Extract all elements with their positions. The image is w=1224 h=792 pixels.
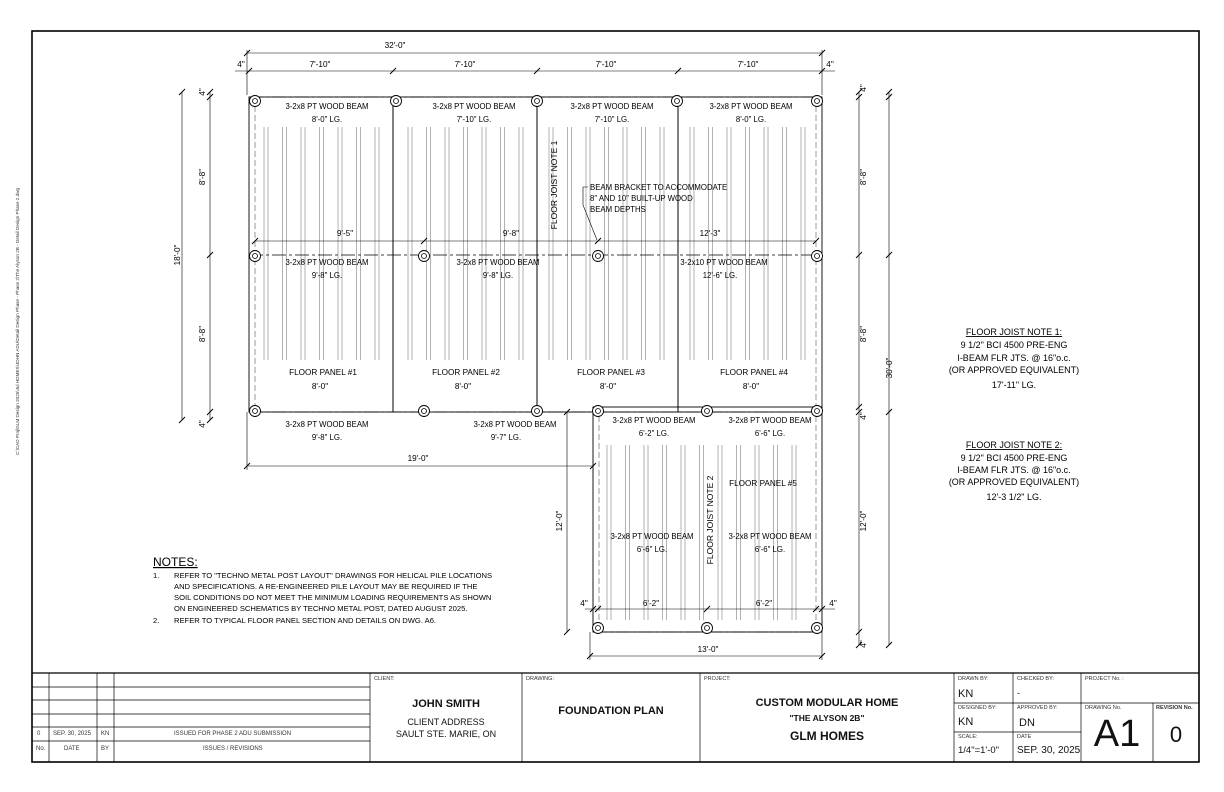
revision-no-value: 0 — [1169, 722, 1183, 747]
floor-joist-note-1-tag: FLOOR JOIST NOTE 1 — [549, 140, 559, 230]
svg-text:3-2x8 PT WOOD BEAM: 3-2x8 PT WOOD BEAM — [610, 532, 694, 541]
date-label: DATE — [1017, 734, 1032, 740]
rev-header-desc: ISSUES / REVISIONS — [203, 746, 263, 752]
client-city: SAULT STE. MARIE, ON — [395, 729, 497, 739]
drawing-no-value: A1 — [1093, 713, 1141, 755]
svg-text:1.: 1. — [153, 571, 160, 580]
svg-text:(OR APPROVED EQUIVALENT): (OR APPROVED EQUIVALENT) — [948, 477, 1080, 487]
scale-label: SCALE: — [958, 734, 978, 740]
svg-text:3-2x8 PT WOOD BEAM: 3-2x8 PT WOOD BEAM — [570, 102, 654, 111]
svg-text:8'-0": 8'-0" — [454, 382, 472, 391]
project-line-3: GLM HOMES — [790, 729, 864, 743]
svg-text:8'-0": 8'-0" — [742, 382, 760, 391]
svg-text:REFER TO "TECHNO METAL POST LA: REFER TO "TECHNO METAL POST LAYOUT" DRAWINGS FOR HELICAL PILE LOCATIONS — [174, 571, 493, 580]
svg-text:8'-0": 8'-0" — [311, 382, 329, 391]
rev-header-date: DATE — [64, 746, 80, 752]
project-label: PROJECT: — [704, 676, 731, 682]
svg-text:9'-8" LG.: 9'-8" LG. — [482, 271, 514, 280]
dim-left-18ft: 18'-0" — [173, 244, 182, 266]
file-path-text: C:\CAD Proj\GLM Design 2025\Jul HOMES\JOHN ADU\Detail Design Phase - Phase 2\The Alyson 2B - Detail Design Phase 2.dwg — [15, 187, 20, 455]
dim-right-8ft8-top: 8'-8" — [859, 168, 868, 186]
svg-text:REFER TO TYPICAL FLOOR PANEL S: REFER TO TYPICAL FLOOR PANEL SECTION AND DETAILS ON DWG. A6. — [174, 616, 437, 625]
checked-by-label: CHECKED BY: — [1017, 676, 1054, 682]
svg-text:7'-10" LG.: 7'-10" LG. — [594, 115, 630, 124]
svg-text:6'-6" LG.: 6'-6" LG. — [754, 545, 786, 554]
dim-overall-bottom: 13'-0" — [697, 645, 719, 654]
rev-header-by: BY — [101, 746, 110, 752]
svg-text:AND SPECIFICATIONS. A RE-ENGIN: AND SPECIFICATIONS. A RE-ENGINEERED PILE LAYOUT MAY BE REQUIRED IF THE — [174, 582, 478, 591]
svg-text:8'-0" LG.: 8'-0" LG. — [735, 115, 767, 124]
svg-text:(OR APPROVED EQUIVALENT): (OR APPROVED EQUIVALENT) — [948, 365, 1080, 375]
dim-19ft: 19'-0" — [407, 454, 429, 463]
client-label: CLIENT: — [374, 676, 395, 682]
project-line-1: CUSTOM MODULAR HOME — [755, 697, 899, 709]
drawn-by-label: DRAWN BY: — [958, 676, 989, 682]
svg-text:6'-6" LG.: 6'-6" LG. — [754, 429, 786, 438]
svg-text:FLOOR JOIST NOTE 1:: FLOOR JOIST NOTE 1: — [965, 327, 1063, 337]
rev-header-no: No. — [36, 746, 46, 752]
dim-lower-left-12ft: 12'-0" — [555, 510, 564, 532]
floor-joist-note-2-tag: FLOOR JOIST NOTE 2 — [705, 475, 715, 565]
dim-lower-right-12ft: 12'-0" — [859, 510, 868, 532]
svg-text:8" AND 10" BUILT-UP WOOD: 8" AND 10" BUILT-UP WOOD — [590, 194, 693, 203]
revision-no-label: REVISION No. — [1156, 705, 1193, 711]
svg-text:FLOOR PANEL #4: FLOOR PANEL #4 — [720, 368, 788, 377]
project-no-label: PROJECT No. : — [1085, 676, 1124, 682]
dim-4in-top-right: 4" — [826, 60, 834, 69]
svg-text:FLOOR JOIST NOTE 2:: FLOOR JOIST NOTE 2: — [965, 440, 1063, 450]
svg-text:3-2x8 PT WOOD BEAM: 3-2x8 PT WOOD BEAM — [285, 102, 369, 111]
dim-overall-top: 32'-0" — [384, 41, 406, 50]
svg-text:9 1/2" BCI 4500 PRE-ENG: 9 1/2" BCI 4500 PRE-ENG — [960, 453, 1068, 463]
dim-left-8ft8-bot: 8'-8" — [198, 325, 207, 343]
drawing-no-label: DRAWING No. — [1085, 705, 1122, 711]
dim-right-30ft: 30'-0" — [885, 357, 894, 379]
svg-text:17'-11" LG.: 17'-11" LG. — [991, 380, 1037, 390]
notes-heading: NOTES: — [153, 555, 198, 569]
drawn-by-value: KN — [958, 688, 974, 700]
designed-by-value: KN — [958, 716, 974, 728]
rev-row-no: 0 — [37, 731, 41, 737]
svg-text:3-2x10 PT WOOD BEAM: 3-2x10 PT WOOD BEAM — [680, 258, 768, 267]
svg-text:BEAM BRACKET TO ACCOMMODATE: BEAM BRACKET TO ACCOMMODATE — [590, 183, 728, 192]
svg-text:3-2x8 PT WOOD BEAM: 3-2x8 PT WOOD BEAM — [456, 258, 540, 267]
dim-right-8ft8-bot: 8'-8" — [859, 325, 868, 343]
svg-text:8'-0": 8'-0" — [599, 382, 617, 391]
drawing-label: DRAWING: — [526, 676, 554, 682]
svg-text:6'-6" LG.: 6'-6" LG. — [636, 545, 668, 554]
svg-text:3-2x8 PT WOOD BEAM: 3-2x8 PT WOOD BEAM — [612, 416, 696, 425]
svg-text:FLOOR PANEL #5: FLOOR PANEL #5 — [729, 479, 797, 488]
approved-by-value: DN — [1019, 717, 1035, 729]
drawing-title: FOUNDATION PLAN — [558, 705, 664, 717]
svg-text:9'-8" LG.: 9'-8" LG. — [311, 433, 343, 442]
scale-value: 1/4"=1'-0" — [958, 745, 1000, 756]
dim-right-4in-mid: 4" — [859, 412, 868, 420]
svg-text:9 1/2" BCI 4500 PRE-ENG: 9 1/2" BCI 4500 PRE-ENG — [960, 340, 1068, 350]
project-line-2: "THE ALYSON 2B" — [789, 713, 865, 723]
rev-row-date: SEP. 30, 2025 — [53, 731, 91, 737]
dim-left-4in-top: 4" — [198, 88, 207, 96]
svg-text:7'-10" LG.: 7'-10" LG. — [456, 115, 492, 124]
designed-by-label: DESIGNED BY: — [958, 705, 997, 711]
svg-text:3-2x8 PT WOOD BEAM: 3-2x8 PT WOOD BEAM — [728, 416, 812, 425]
dim-4in-bottom-right: 4" — [829, 599, 837, 608]
dim-lower-bay-2: 6'-2" — [755, 599, 773, 608]
svg-text:3-2x8 PT WOOD BEAM: 3-2x8 PT WOOD BEAM — [285, 420, 369, 429]
svg-text:ON ENGINEERED SCHEMATICS BY TE: ON ENGINEERED SCHEMATICS BY TECHNO METAL POST, DATED AUGUST 2025. — [174, 604, 468, 613]
svg-text:9'-7" LG.: 9'-7" LG. — [490, 433, 522, 442]
dim-bay-1: 7'-10" — [309, 60, 331, 69]
dim-bay-3: 7'-10" — [595, 60, 617, 69]
dim-mid-3: 12'-3" — [699, 229, 721, 238]
svg-text:12'-6" LG.: 12'-6" LG. — [702, 271, 738, 280]
rev-row-by: KN — [101, 731, 110, 737]
approved-by-label: APPROVED BY: — [1017, 705, 1058, 711]
dim-mid-2: 9'-8" — [502, 229, 520, 238]
dim-bay-4: 7'-10" — [737, 60, 759, 69]
svg-text:12'-3 1/2" LG.: 12'-3 1/2" LG. — [986, 492, 1042, 502]
dim-left-4in-bot: 4" — [198, 420, 207, 428]
client-address: CLIENT ADDRESS — [407, 717, 485, 727]
client-name: JOHN SMITH — [412, 698, 480, 710]
date-value: SEP. 30, 2025 — [1017, 745, 1081, 756]
svg-text:FLOOR PANEL #3: FLOOR PANEL #3 — [577, 368, 645, 377]
dim-4in-top-left: 4" — [237, 60, 245, 69]
dim-left-8ft8-top: 8'-8" — [198, 168, 207, 186]
svg-text:SOIL CONDITIONS DO NOT MEET TH: SOIL CONDITIONS DO NOT MEET THE MINIMUM LOADING REQUIREMENTS AS SHOWN — [174, 593, 492, 602]
checked-by-value: - — [1017, 688, 1020, 698]
svg-text:3-2x8 PT WOOD BEAM: 3-2x8 PT WOOD BEAM — [709, 102, 793, 111]
dim-right-4in-top: 4" — [859, 84, 868, 92]
dim-lower-bay-1: 6'-2" — [642, 599, 660, 608]
svg-text:6'-2" LG.: 6'-2" LG. — [638, 429, 670, 438]
dim-right-4in-bot: 4" — [859, 640, 868, 648]
svg-text:I-BEAM FLR JTS. @ 16"o.c.: I-BEAM FLR JTS. @ 16"o.c. — [957, 465, 1071, 475]
svg-text:3-2x8 PT WOOD BEAM: 3-2x8 PT WOOD BEAM — [473, 420, 557, 429]
svg-text:3-2x8 PT WOOD BEAM: 3-2x8 PT WOOD BEAM — [432, 102, 516, 111]
svg-text:8'-0" LG.: 8'-0" LG. — [311, 115, 343, 124]
svg-text:FLOOR PANEL #1: FLOOR PANEL #1 — [289, 368, 357, 377]
svg-text:3-2x8 PT WOOD BEAM: 3-2x8 PT WOOD BEAM — [728, 532, 812, 541]
svg-text:2.: 2. — [153, 616, 160, 625]
svg-text:9'-8" LG.: 9'-8" LG. — [311, 271, 343, 280]
svg-text:3-2x8 PT WOOD BEAM: 3-2x8 PT WOOD BEAM — [285, 258, 369, 267]
dim-4in-bottom-left: 4" — [580, 599, 588, 608]
dim-mid-1: 9'-5" — [336, 229, 354, 238]
svg-text:I-BEAM FLR JTS. @ 16"o.c.: I-BEAM FLR JTS. @ 16"o.c. — [957, 353, 1071, 363]
rev-row-desc: ISSUED FOR PHASE 2 ADU SUBMISSION — [174, 731, 292, 737]
dim-bay-2: 7'-10" — [454, 60, 476, 69]
svg-text:FLOOR PANEL #2: FLOOR PANEL #2 — [432, 368, 500, 377]
svg-text:BEAM DEPTHS: BEAM DEPTHS — [590, 205, 646, 214]
